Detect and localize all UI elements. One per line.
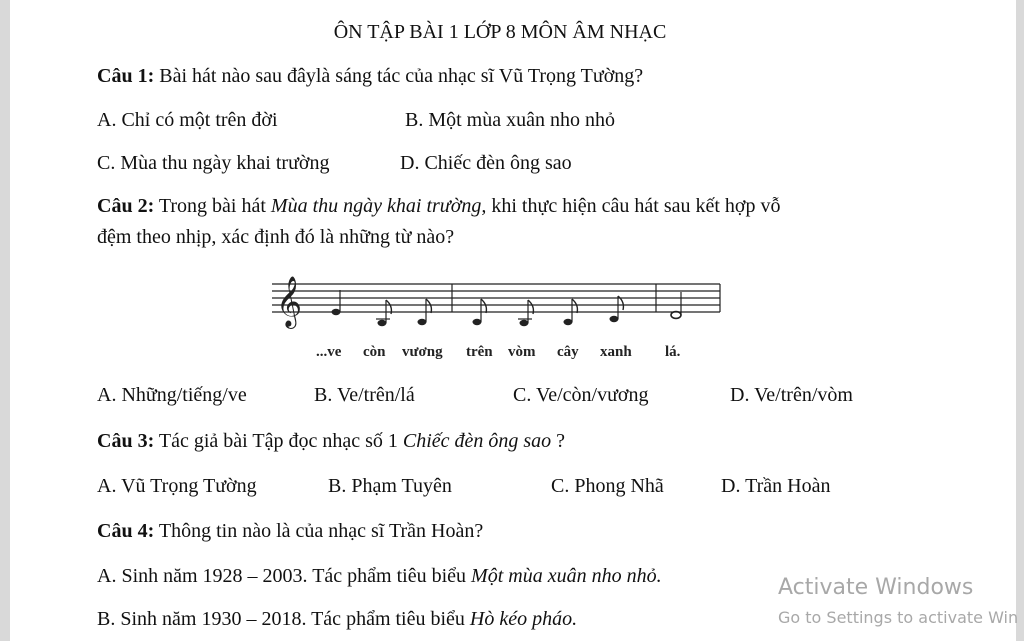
music-staff [272, 270, 732, 362]
lyric-2: còn [363, 344, 386, 360]
note-5 [518, 300, 533, 326]
q2-option-a: A. Những/tiếng/ve [97, 384, 247, 406]
q1-option-d: D. Chiếc đèn ông sao [400, 152, 572, 174]
note-7 [610, 296, 624, 322]
question-2 [97, 194, 781, 218]
q4-option-a-work: Một mùa xuân nho nhỏ. [471, 565, 662, 587]
q4-option-b [97, 607, 577, 631]
q4-option-b-text: B. Sinh năm 1930 – 2018. Tác phẩm tiêu biểu [97, 608, 470, 630]
q3-option-d: D. Trần Hoàn [721, 475, 831, 497]
question-1 [97, 64, 643, 88]
left-edge [0, 0, 10, 641]
q1-option-b: B. Một mùa xuân nho nhỏ [405, 109, 615, 131]
q1-option-a: A. Chỉ có một trên đời [97, 109, 278, 131]
question-3-song: Chiếc đèn ông sao [402, 430, 552, 452]
q3-option-b: B. Phạm Tuyên [328, 475, 452, 497]
treble-clef-icon: 𝄞 [276, 276, 303, 327]
q2-option-d: D. Ve/trên/vòm [730, 384, 853, 406]
question-1-text: Bài hát nào sau đâylà sáng tác của nhạc sĩ Vũ Trọng Tường? [154, 65, 644, 87]
q1-option-c: C. Mùa thu ngày khai trường [97, 152, 330, 174]
q4-option-a-text: A. Sinh năm 1928 – 2003. Tác phẩm tiêu biểu [97, 565, 472, 587]
question-3-text: Tác giả bài Tập đọc nhạc số 1 [154, 430, 403, 452]
question-2-text-after: khi thực hiện câu hát sau kết hợp vỗ [486, 195, 781, 217]
activate-windows-title: Activate Windows [778, 575, 974, 600]
question-4-label: Câu 4: [97, 520, 155, 542]
question-3-text-end: ? [551, 430, 566, 452]
right-edge [1016, 0, 1024, 641]
lyric-1: ...ve [316, 344, 342, 360]
q2-option-b: B. Ve/trên/lá [314, 384, 415, 406]
note-2 [376, 300, 391, 326]
question-4 [97, 519, 483, 543]
activate-windows-subtitle: Go to Settings to activate Win [778, 608, 1019, 627]
page-title: ÔN TẬP BÀI 1 LỚP 8 MÔN ÂM NHẠC [333, 21, 667, 43]
lyric-4: trên [466, 344, 493, 360]
question-2-text-before: Trong bài hát [154, 195, 271, 217]
question-2-line-2: đệm theo nhịp, xác định đó là những từ nào? [97, 226, 455, 248]
q3-option-a: A. Vũ Trọng Tường [97, 475, 257, 497]
lyric-5: vòm [508, 344, 536, 360]
question-4-text: Thông tin nào là của nhạc sĩ Trần Hoàn? [154, 520, 484, 542]
q3-option-c: C. Phong Nhã [551, 475, 664, 497]
question-2-label: Câu 2: [97, 195, 155, 217]
question-3-label: Câu 3: [97, 430, 155, 452]
lyric-6: cây [557, 344, 579, 360]
notes [332, 290, 682, 326]
q4-option-a [97, 564, 662, 588]
question-1-label: Câu 1: [97, 65, 155, 87]
question-2-song: Mùa thu ngày khai trường, [270, 195, 487, 217]
lyric-8: lá. [665, 344, 681, 360]
note-1 [332, 290, 341, 315]
q2-option-c: C. Ve/còn/vương [513, 384, 649, 406]
q4-option-b-work: Hò kéo pháo. [469, 608, 578, 630]
lyric-3: vương [402, 344, 443, 360]
lyric-7: xanh [600, 344, 632, 360]
question-3 [97, 429, 565, 453]
